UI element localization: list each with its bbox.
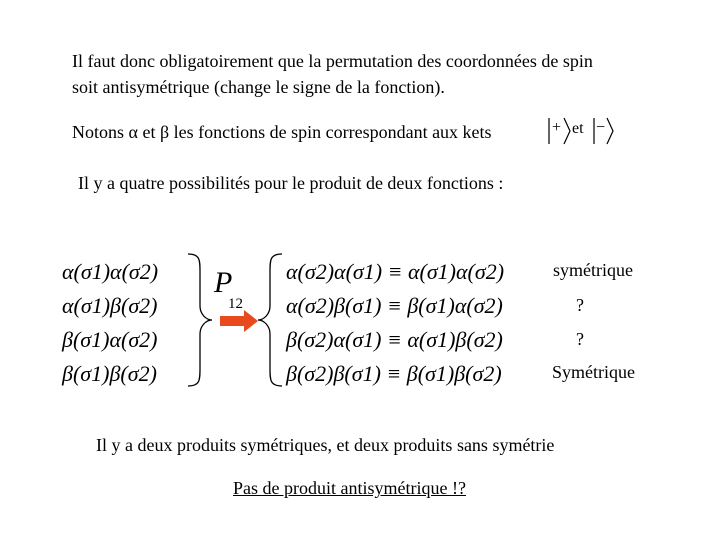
right-product-1: α(σ2)α(σ1) ≡ α(σ1)α(σ2)	[286, 259, 505, 284]
symmetry-label-1: symétrique	[553, 260, 633, 280]
final-statement	[233, 477, 466, 499]
left-product-2: α(σ1)β(σ2)	[62, 293, 158, 318]
kets	[546, 114, 618, 148]
conclusion-text: Il y a deux produits symétriques, et deux produits sans symétrie	[96, 435, 555, 455]
notation-et: et	[137, 122, 160, 142]
left-product-4: β(σ1)β(σ2)	[62, 361, 157, 386]
symmetry-label-2: ?	[576, 295, 584, 315]
final-statement-text: Pas de produit antisymétrique !?	[233, 478, 466, 498]
arrow-icon	[220, 310, 260, 332]
notation-prefix: Notons	[72, 122, 129, 142]
right-product-2: α(σ2)β(σ1) ≡ β(σ1)α(σ2)	[286, 293, 503, 318]
right-brace	[186, 250, 216, 390]
beta-symbol: β	[159, 122, 170, 142]
intro-line-1: Il faut donc obligatoirement que la permutation des coordonnées de spin	[72, 51, 593, 71]
notation-line	[72, 121, 492, 143]
symmetry-label-3: ?	[576, 329, 584, 349]
intro-line-2: soit antisymétrique (change le signe de la fonction).	[72, 77, 445, 97]
left-product-1: α(σ1)α(σ2)	[62, 259, 159, 284]
right-product-4: β(σ2)β(σ1) ≡ β(σ1)β(σ2)	[286, 361, 502, 386]
notation-suffix: les fonctions de spin correspondant aux kets	[169, 122, 492, 142]
ket-plus: +	[552, 119, 562, 136]
alpha-symbol: α	[128, 122, 138, 142]
operator-subscript: 12	[228, 296, 243, 312]
right-product-3: β(σ2)α(σ1) ≡ α(σ1)β(σ2)	[286, 327, 503, 352]
ket-minus: −	[596, 119, 606, 136]
symmetry-label-4: Symétrique	[552, 362, 635, 382]
possibilities-text: Il y a quatre possibilités pour le produit de deux fonctions :	[78, 173, 504, 193]
operator-p: P	[214, 266, 233, 299]
left-product-3: β(σ1)α(σ2)	[62, 327, 158, 352]
ket-et: et	[572, 120, 584, 137]
